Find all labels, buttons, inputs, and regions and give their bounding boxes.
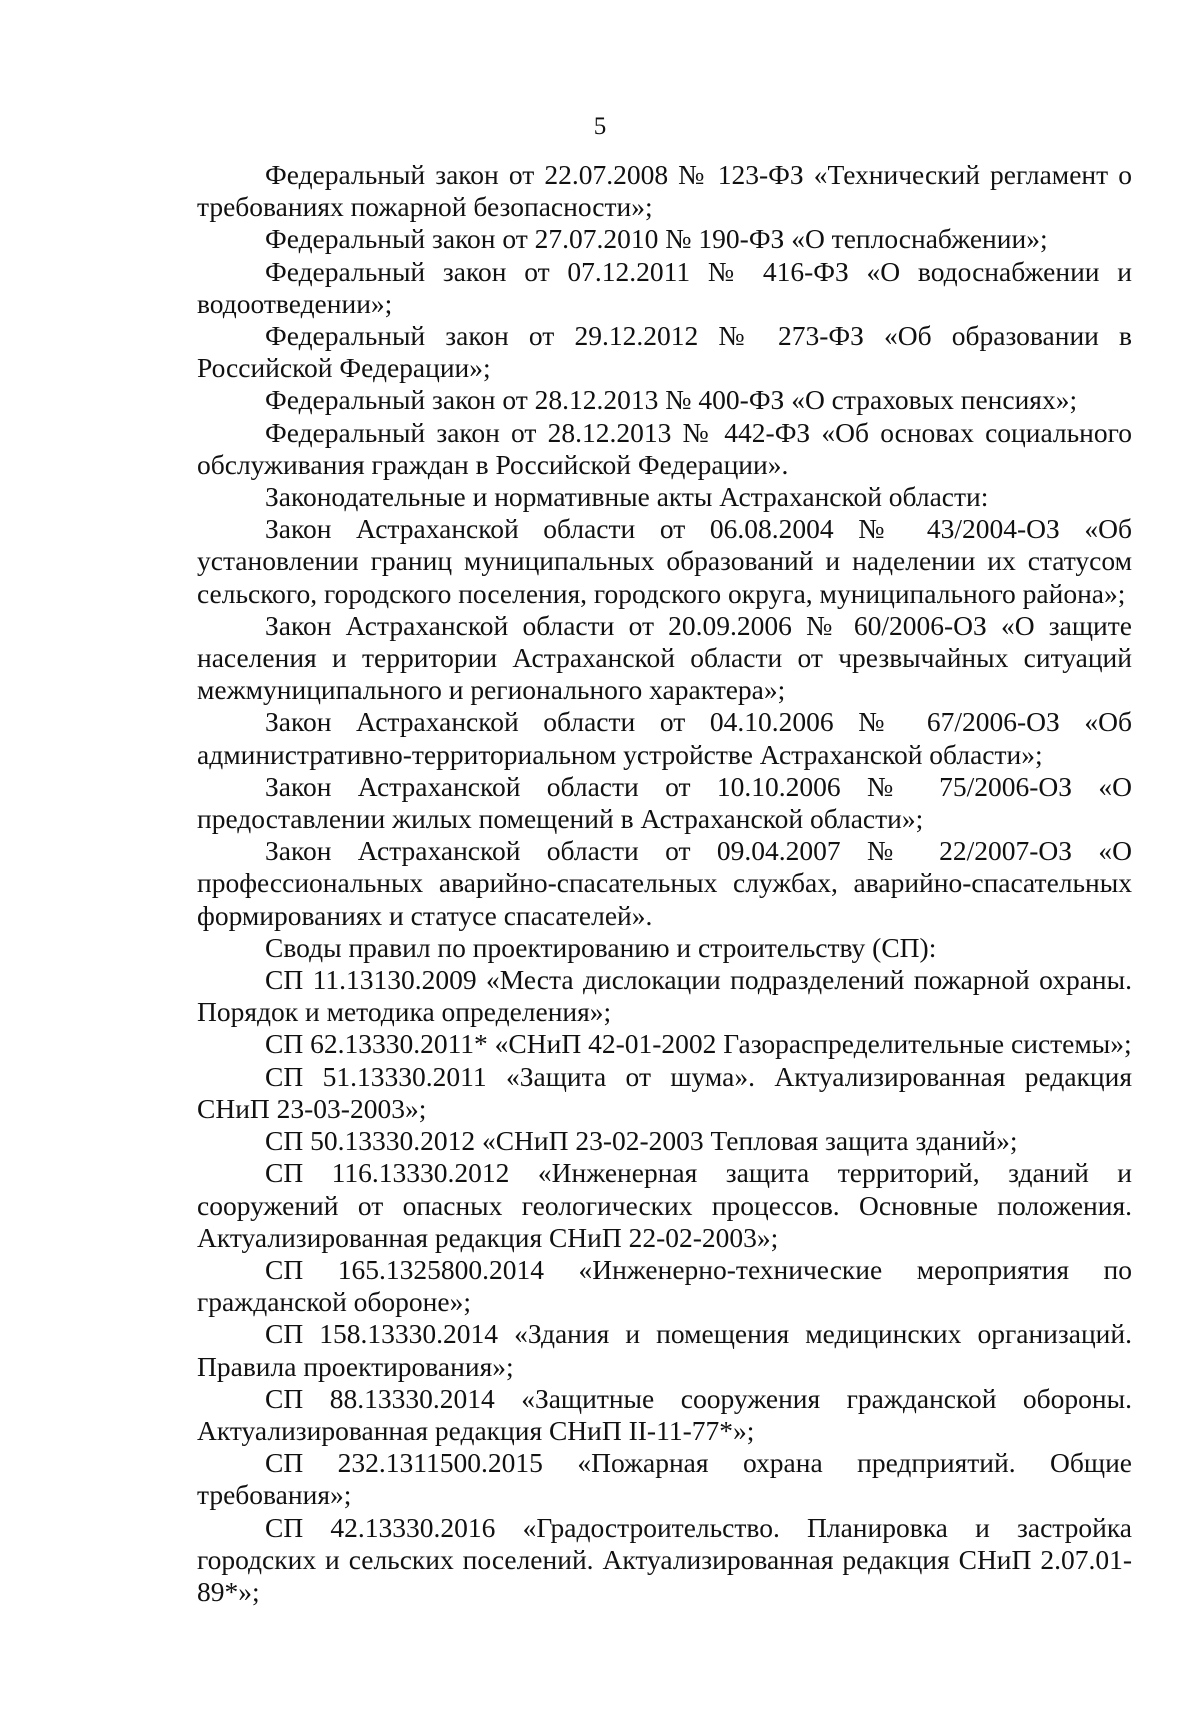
paragraph: Федеральный закон от 22.07.2008 № 123-ФЗ «Технический регламент о требованиях пожарной безопасности»; (197, 159, 1132, 223)
paragraph: Закон Астраханской области от 09.04.2007 № 22/2007-ОЗ «О профессиональных аварийно-спасательных службах, аварийно-спасательных формированиях и статусе спасателей». (197, 835, 1132, 931)
section-heading: Своды правил по проектированию и строительству (СП): (265, 931, 937, 963)
paragraph: СП 88.13330.2014 «Защитные сооружения гражданской обороны. Актуализированная редакция СНиП II-11-77*»; (197, 1382, 1132, 1446)
paragraph: Закон Астраханской области от 06.08.2004 № 43/2004-ОЗ «Об установлении границ муниципальных образований и наделении их статусом сельского, городского поселения, городского округа, муниципального района»; (197, 513, 1132, 609)
paragraph: СП 42.13330.2016 «Градостроительство. Планировка и застройка городских и сельских поселений. Актуализированная редакция СНиП 2.07.01-89*»; (197, 1511, 1132, 1607)
paragraph: СП 11.13130.2009 «Места дислокации подразделений пожарной охраны. Порядок и методика определения»; (197, 964, 1132, 1028)
paragraph: Федеральный закон от 29.12.2012 № 273-ФЗ «Об образовании в Российской Федерации»; (197, 320, 1132, 384)
paragraph: Закон Астраханской области от 04.10.2006 № 67/2006-ОЗ «Об административно-территориальном устройстве Астраханской области»; (197, 706, 1132, 770)
paragraph: Федеральный закон от 07.12.2011 № 416-ФЗ «О водоснабжении и водоотведении»; (197, 255, 1132, 319)
paragraph: Федеральный закон от 27.07.2010 № 190-ФЗ «О теплоснабжении»; (265, 223, 1048, 255)
paragraph: Федеральный закон от 28.12.2013 № 400-ФЗ «О страховых пенсиях»; (265, 384, 1078, 416)
paragraph: Закон Астраханской области от 10.10.2006 № 75/2006-ОЗ «О предоставлении жилых помещений в Астраханской области»; (197, 770, 1132, 835)
paragraph: СП 232.1311500.2015 «Пожарная охрана предприятий. Общие требования»; (197, 1447, 1132, 1511)
paragraph: СП 116.13330.2012 «Инженерная защита территорий, зданий и сооружений от опасных геологических процессов. Основные положения. Актуализированная редакция СНиП 22-02-2003»; (197, 1157, 1132, 1253)
paragraph: СП 165.1325800.2014 «Инженерно-технические мероприятия по гражданской обороне»; (197, 1253, 1132, 1318)
paragraph: Федеральный закон от 28.12.2013 № 442-ФЗ «Об основах социального обслуживания граждан в Российской Федерации». (197, 416, 1132, 480)
section-heading: Законодательные и нормативные акты Астраханской области: (265, 481, 989, 513)
page-number: 5 (593, 113, 607, 140)
paragraph: СП 62.13330.2011* «СНиП 42-01-2002 Газораспределительные системы»; (265, 1028, 1132, 1060)
paragraph: СП 158.13330.2014 «Здания и помещения медицинских организаций. Правила проектирования»; (197, 1318, 1132, 1382)
paragraph: СП 50.13330.2012 «СНиП 23-02-2003 Тепловая защита зданий»; (265, 1125, 1018, 1157)
paragraph: Закон Астраханской области от 20.09.2006 № 60/2006-ОЗ «О защите населения и территории Астраханской области от чрезвычайных ситуаций межмуниципального и регионального характера»; (197, 609, 1132, 706)
paragraph: СП 51.13330.2011 «Защита от шума». Актуализированная редакция СНиП 23-03-2003»; (197, 1060, 1132, 1124)
document-body (197, 159, 1132, 1608)
